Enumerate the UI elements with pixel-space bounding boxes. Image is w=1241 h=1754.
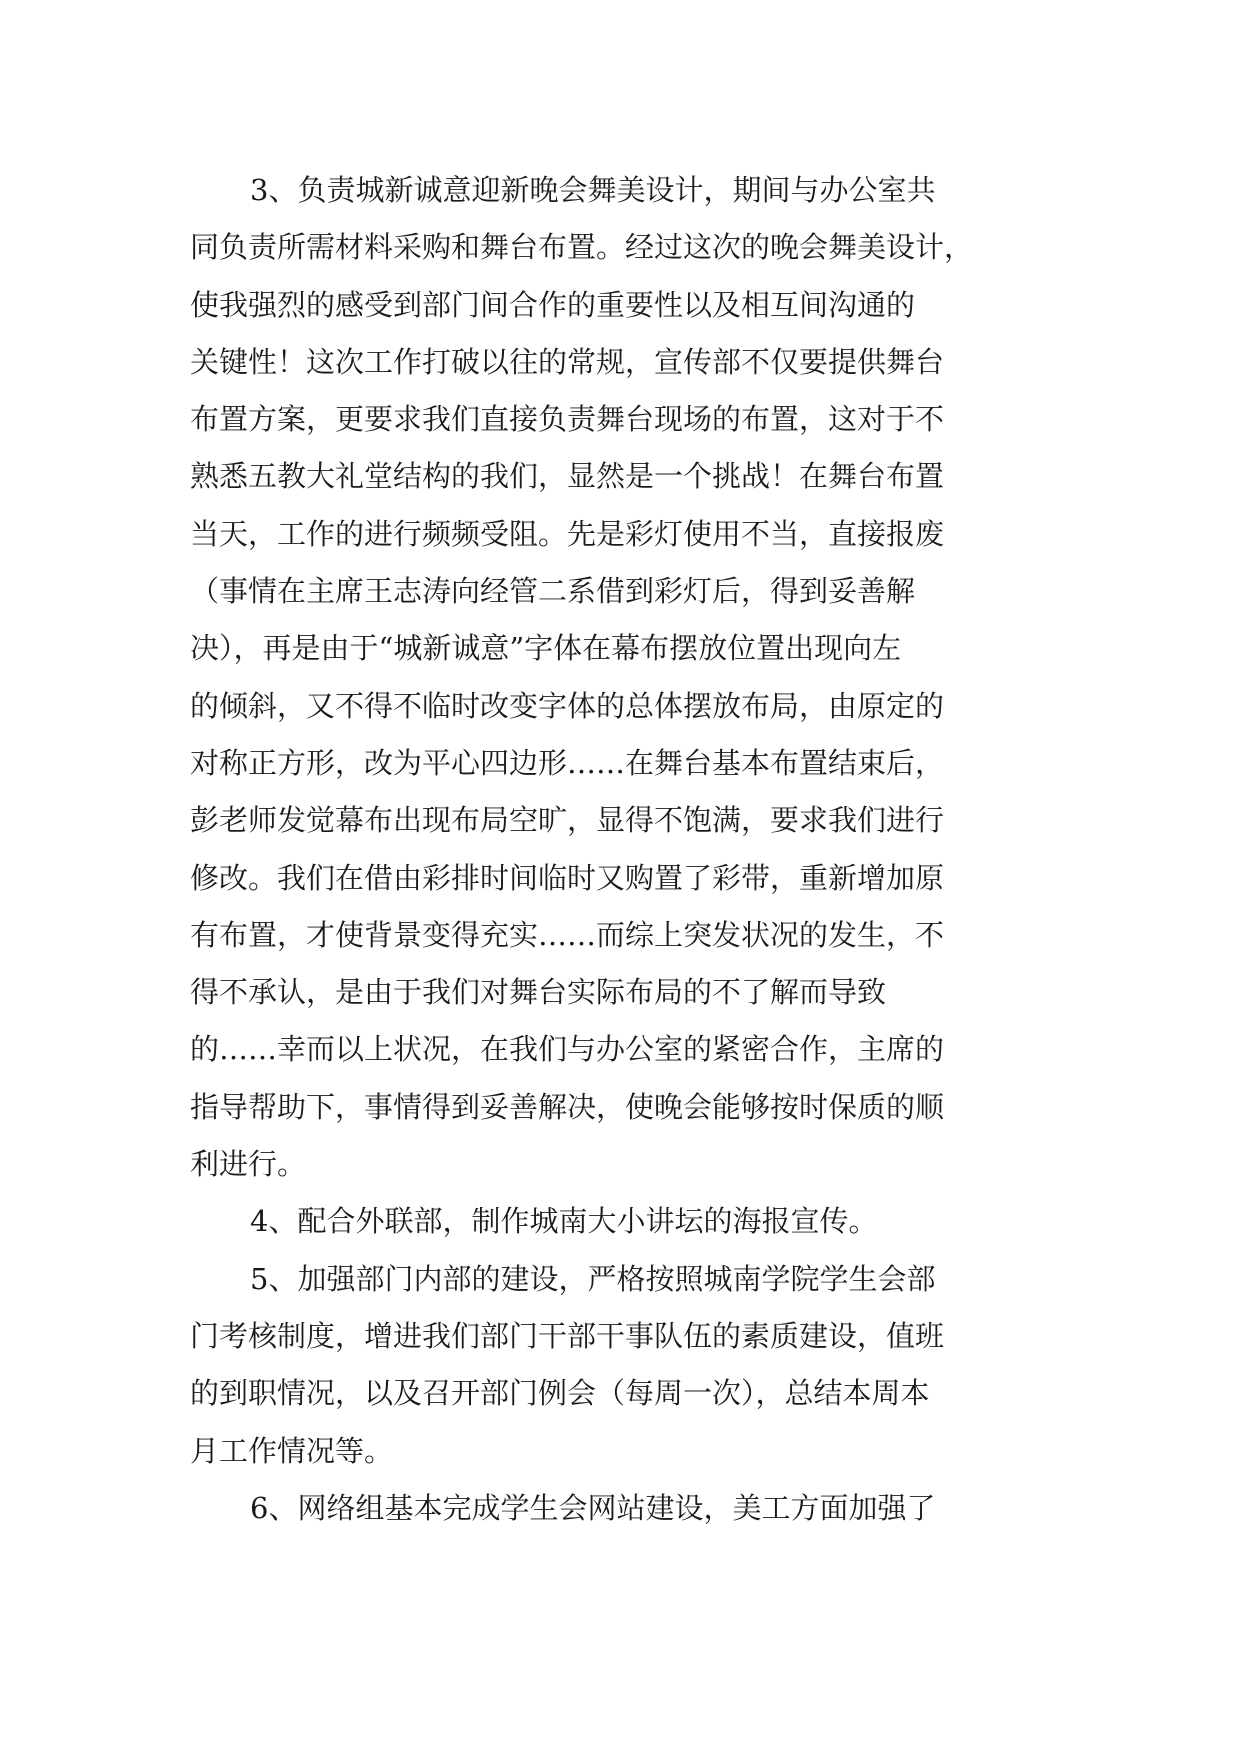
paragraph-5-line: 5、加强部门内部的建设，严格按照城南学院学生会部 (250, 1261, 936, 1296)
document-body (190, 162, 1070, 1537)
paragraph-5-line: 月工作情况等。 (190, 1433, 394, 1468)
paragraph-3-line: 决），再是由于“城新诚意”字体在幕布摆放位置出现向左 (190, 631, 902, 666)
paragraph-3-line: 关键性！这次工作打破以往的常规，宣传部不仅要提供舞台 (190, 344, 945, 379)
paragraph-5-line: 的到职情况，以及召开部门例会（每周一次），总结本周本 (190, 1376, 930, 1411)
paragraph-6-line: 6、网络组基本完成学生会网站建设，美工方面加强了 (250, 1490, 936, 1525)
paragraph-5-line: 门考核制度，增进我们部门干部干事队伍的素质建设，值班 (190, 1318, 945, 1353)
paragraph-3-line: 得不承认，是由于我们对舞台实际布局的不了解而导致 (190, 975, 887, 1010)
paragraph-3-line: 彭老师发觉幕布出现布局空旷，显得不饱满，要求我们进行 (190, 803, 945, 838)
paragraph-3-line: 修改。我们在借由彩排时间临时又购置了彩带，重新增加原 (190, 860, 945, 895)
paragraph-3-line: 同负责所需材料采购和舞台布置。经过这次的晚会舞美设计， (190, 230, 974, 265)
paragraph-3-line: 的……幸而以上状况，在我们与办公室的紧密合作，主席的 (190, 1032, 945, 1067)
paragraph-3-line: 有布置，才使背景变得充实……而综上突发状况的发生，不 (190, 917, 945, 952)
paragraph-3-line: 3、负责城新诚意迎新晚会舞美设计，期间与办公室共 (250, 173, 936, 207)
paragraph-3-line: 指导帮助下，事情得到妥善解决，使晚会能够按时保质的顺 (190, 1089, 945, 1124)
paragraph-3-line: 对称正方形，改为平心四边形……在舞台基本布置结束后， (190, 745, 945, 780)
paragraph-3-line: 熟悉五教大礼堂结构的我们，显然是一个挑战！在舞台布置 (190, 459, 945, 494)
paragraph-3-line: 利进行。 (190, 1147, 307, 1182)
paragraph-3-line: 使我强烈的感受到部门间合作的重要性以及相互间沟通的 (190, 287, 916, 322)
paragraph-3-line: （事情在主席王志涛向经管二系借到彩灯后，得到妥善解 (190, 574, 916, 609)
paragraph-3-line: 当天，工作的进行频频受阻。先是彩灯使用不当，直接报废 (190, 516, 945, 551)
paragraph-3-line: 的倾斜，又不得不临时改变字体的总体摆放布局，由原定的 (190, 688, 945, 723)
paragraph-4-line: 4、配合外联部，制作城南大小讲坛的海报宣传。 (250, 1204, 878, 1239)
paragraph-3-line: 布置方案，更要求我们直接负责舞台现场的布置，这对于不 (190, 402, 945, 437)
